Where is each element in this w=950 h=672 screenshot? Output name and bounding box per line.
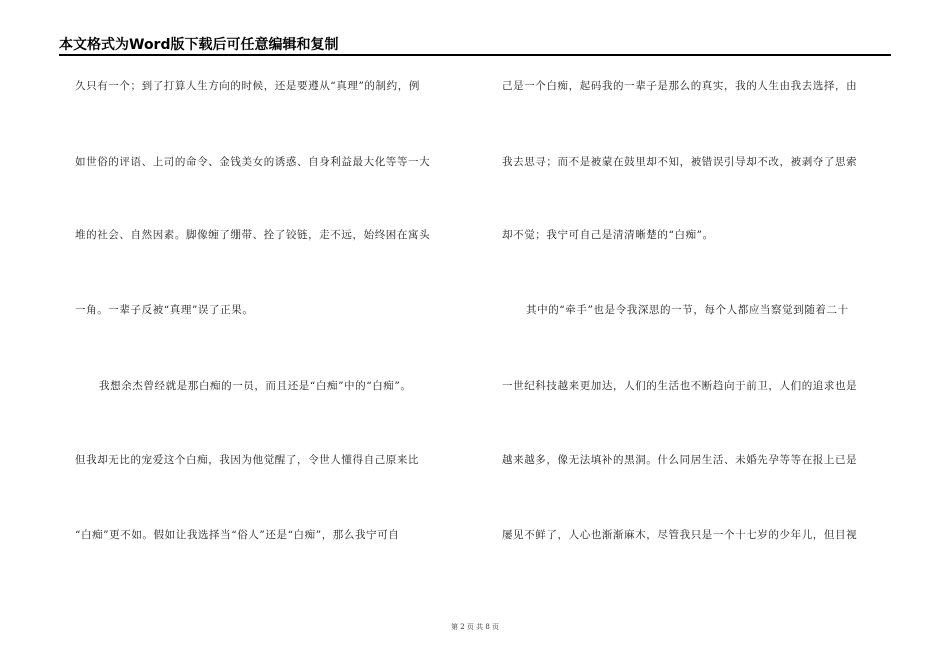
text-line: 久只有一个；到了打算人生方向的时候，还是要遵从“真理”的制约，例	[75, 80, 420, 92]
text-line: 其中的“牵手”也是令我深思的一节，每个人都应当察觉到随着二十	[526, 304, 849, 316]
text-line: 越来越多，像无法填补的黑洞。什么同居生活、未婚先孕等等在报上已是	[502, 454, 858, 466]
text-line: 但我却无比的宠爱这个白痴，我因为他觉醒了，令世人懂得自己原来比	[75, 454, 420, 466]
text-line: “白痴”更不如。假如让我选择当“俗人”还是“白痴”，那么我宁可自	[75, 529, 400, 541]
text-line: 一角。一辈子反被“真理”误了正果。	[75, 304, 254, 316]
right-text-column	[502, 0, 887, 672]
text-line: 我想余杰曾经就是那白痴的一员，而且还是“白痴”中的“白痴”。	[99, 380, 412, 392]
text-line: 己是一个白痴，起码我的一辈子是那么的真实，我的人生由我去选择，由	[502, 80, 858, 92]
text-line: 一世纪科技越来更加达，人们的生活也不断趋向于前卫，人们的追求也是	[502, 380, 858, 392]
text-line: 却不觉；我宁可自己是清清晰楚的“白痴”。	[502, 229, 714, 241]
text-line: 堆的社会、自然因素。脚像缠了绷带、拴了铰链，走不远，始终困在寓头	[75, 229, 431, 241]
text-line: 屡见不鲜了，人心也渐渐麻木，尽管我只是一个十七岁的少年儿，但目视	[502, 529, 858, 541]
header-title: 本文格式为Word版下载后可任意编辑和复制	[59, 37, 339, 53]
left-text-column	[75, 0, 465, 672]
page-number: 第 2 页 共 8 页	[450, 623, 500, 631]
text-line: 如世俗的评语、上司的命令、金钱美女的诱惑、自身利益最大化等等一大	[75, 156, 431, 168]
text-line: 我去思寻；而不是被蒙在鼓里却不知，被错误引导却不改，被剥夺了思索	[502, 156, 858, 168]
